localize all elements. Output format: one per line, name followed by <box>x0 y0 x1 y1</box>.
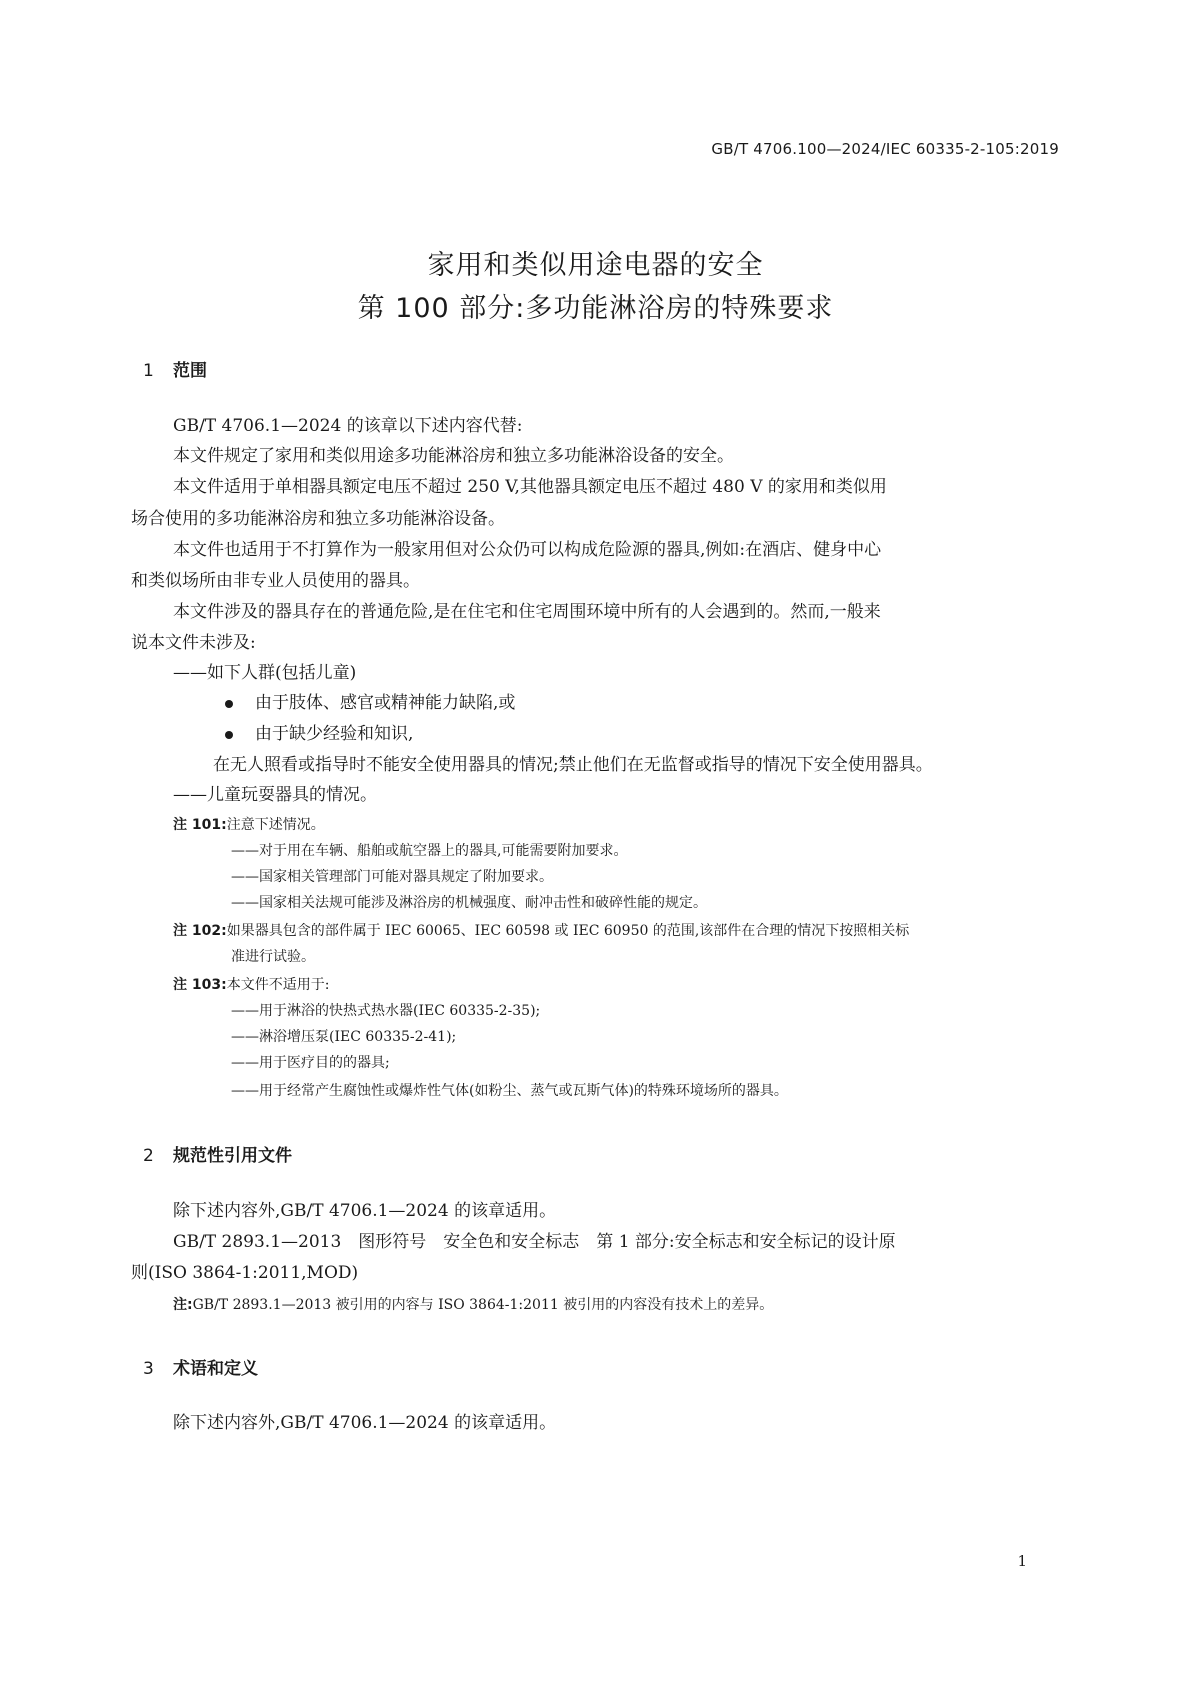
section1-paragraph: 本文件涉及的器具存在的普通危险,是在住宅和住宅周围环境中所有的人会遇到的。然而,一般来 <box>173 602 881 622</box>
note-item: ——国家相关管理部门可能对器具规定了附加要求。 <box>231 869 553 885</box>
note-text: 本文件不适用于: <box>226 977 330 993</box>
bullet-text: 由于肢体、感官或精神能力缺陷,或 <box>255 693 516 713</box>
note-text: GB/T 2893.1—2013 被引用的内容与 ISO 3864-1:2011 被引用的内容没有技术上的差异。 <box>192 1297 774 1313</box>
note-101 <box>173 812 325 839</box>
page-number: 1 <box>1017 1552 1027 1570</box>
section2-note <box>173 1292 773 1319</box>
bullet-icon <box>225 731 233 739</box>
section3-number: 3 <box>143 1359 154 1379</box>
section1-paragraph: 和类似场所由非专业人员使用的器具。 <box>131 571 420 591</box>
note-103 <box>173 972 329 999</box>
section2-reference-continued: 则(ISO 3864-1:2011,MOD) <box>131 1263 359 1283</box>
note-text: 如果器具包含的部件属于 IEC 60065、IEC 60598 或 IEC 60950 的范围,该部件在合理的情况下按照相关标 <box>226 923 910 939</box>
section2-reference: GB/T 2893.1—2013 图形符号 安全色和安全标志 第 1 部分:安全标志和安全标记的设计原 <box>173 1232 896 1252</box>
section1-title: 范围 <box>173 361 207 381</box>
note-label: 注 102: <box>173 923 227 939</box>
note-item: ——用于经常产生腐蚀性或爆炸性气体(如粉尘、蒸气或瓦斯气体)的特殊环境场所的器具。 <box>231 1083 788 1099</box>
section1-paragraph: 本文件适用于单相器具额定电压不超过 250 V,其他器具额定电压不超过 480 V 的家用和类似用 <box>173 477 887 497</box>
section1-paragraph: 场合使用的多功能淋浴房和独立多功能淋浴设备。 <box>131 509 505 529</box>
section1-number: 1 <box>143 361 154 381</box>
note-text-continued: 准进行试验。 <box>231 949 315 965</box>
section1-paragraph: 本文件规定了家用和类似用途多功能淋浴房和独立多功能淋浴设备的安全。 <box>173 446 734 466</box>
note-label: 注 103: <box>173 977 227 993</box>
section2-paragraph: 除下述内容外,GB/T 4706.1—2024 的该章适用。 <box>173 1201 557 1221</box>
document-title-line1: 家用和类似用途电器的安全 <box>427 250 764 281</box>
note-item: ——淋浴增压泵(IEC 60335-2-41); <box>231 1029 457 1045</box>
continuation-text: 在无人照看或指导时不能安全使用器具的情况;禁止他们在无监督或指导的情况下安全使用器具。 <box>213 755 933 775</box>
note-text: 注意下述情况。 <box>226 817 325 833</box>
section2-title: 规范性引用文件 <box>173 1146 292 1166</box>
section3-title: 术语和定义 <box>173 1359 258 1379</box>
section3-heading <box>143 1354 258 1379</box>
note-102 <box>173 918 909 945</box>
section1-paragraph: 说本文件未涉及: <box>131 633 256 653</box>
section1-paragraph: GB/T 4706.1—2024 的该章以下述内容代替: <box>173 416 523 436</box>
section1-heading <box>143 356 207 381</box>
section1-paragraph: 本文件也适用于不打算作为一般家用但对公众仍可以构成危险源的器具,例如:在酒店、健身中心 <box>173 540 882 560</box>
note-item: ——用于医疗目的的器具; <box>231 1055 390 1071</box>
bullet-list-item <box>225 687 515 719</box>
document-title-line2: 第 100 部分:多功能淋浴房的特殊要求 <box>357 293 834 324</box>
dash-list-item: ——儿童玩耍器具的情况。 <box>173 785 377 805</box>
section2-heading <box>143 1141 292 1166</box>
document-code-header: GB/T 4706.100—2024/IEC 60335-2-105:2019 <box>711 140 1059 158</box>
note-item: ——用于淋浴的快热式热水器(IEC 60335-2-35); <box>231 1003 541 1019</box>
bullet-text: 由于缺少经验和知识, <box>255 724 414 744</box>
bullet-list-item <box>225 718 413 750</box>
note-label: 注 101: <box>173 817 227 833</box>
section3-paragraph: 除下述内容外,GB/T 4706.1—2024 的该章适用。 <box>173 1413 557 1433</box>
note-item: ——对于用在车辆、船舶或航空器上的器具,可能需要附加要求。 <box>231 843 628 859</box>
note-label: 注: <box>173 1297 193 1313</box>
dash-list-item: ——如下人群(包括儿童) <box>173 663 357 683</box>
section2-number: 2 <box>143 1146 154 1166</box>
bullet-icon <box>225 700 233 708</box>
note-item: ——国家相关法规可能涉及淋浴房的机械强度、耐冲击性和破碎性能的规定。 <box>231 895 707 911</box>
